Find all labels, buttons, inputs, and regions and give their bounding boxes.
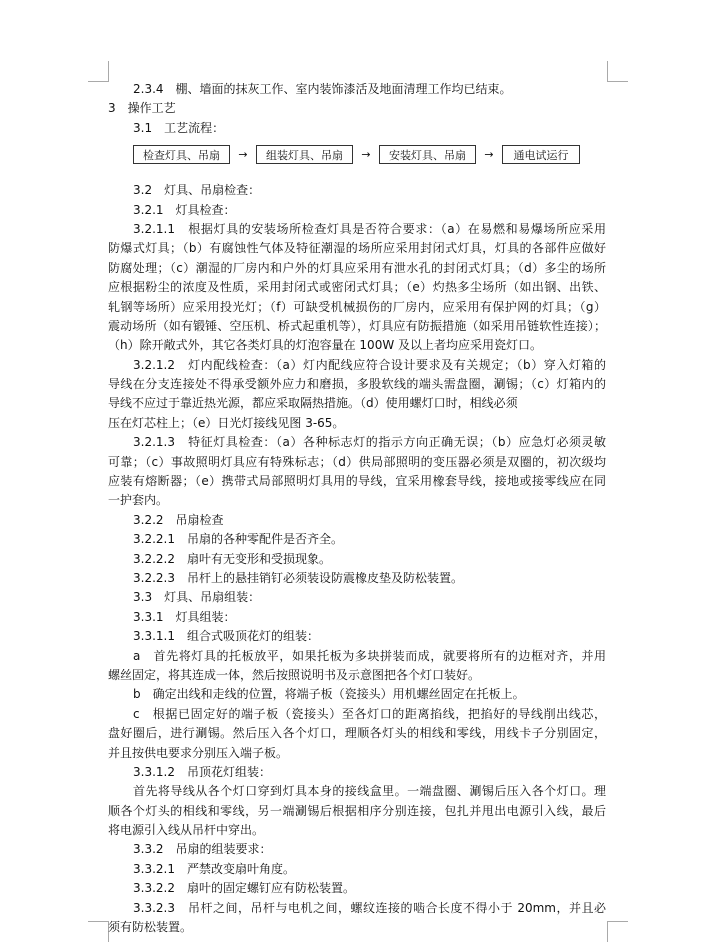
section-heading: 3 操作工艺 — [108, 101, 176, 116]
text-line: 震动场所（如有锻锤、空压机、桥式起重机等），灯具应有防振措施（如采用吊链软性连接）； — [108, 318, 606, 333]
text-line: 螺丝固定，将其连成一体，然后按照说明书及示意图把各个灯口装好。 — [108, 667, 481, 682]
subsection-heading: 3.2 灯具、吊扇检查： — [133, 183, 261, 198]
text-line: 应根据粉尘的浓度及性质，采用封闭式或密闭式灯具；（e）灼热多尘场所（如出钢、出铁、 — [108, 280, 606, 295]
text-line: 3.2.1.1 根据灯具的安装场所检查灯具是否符合要求：（a）在易燃和易爆场所应采用 — [133, 221, 606, 236]
text-line: 顺各个灯头的相线和零线，另一端涮锡后根据相序分别连接，包扎并甩出电源引入线，最后 — [108, 803, 606, 818]
text-line: a 首先将灯具的托板放平，如果托板为多块拼装而成，就要将所有的边框对齐，并用 — [133, 648, 606, 663]
subsection-heading: 3.3 灯具、吊扇组装： — [133, 590, 261, 605]
text-line: 导线在分支连接处不得承受额外应力和磨损，多股软线的端头需盘圈，涮锡；（c）灯箱内的 — [108, 377, 606, 392]
document-page — [108, 80, 606, 937]
crop-mark-top-right — [607, 61, 628, 82]
flow-step-test-run: 通电试运行 — [502, 145, 580, 164]
text-line: 导线不应过于靠近热光源，都应采取隔热措施。（d）使用螺灯口时，相线必须 — [108, 396, 518, 411]
text-line: 轧钢等场所）应采用投光灯；（f）可缺受机械损伤的厂房内，应采用有保护网的灯具；（g） — [108, 299, 606, 314]
flow-arrow: → — [361, 147, 371, 161]
text-line: （h）除开敞式外，其它各类灯具的灯泡容量在 100W 及以上者均应采用瓷灯口。 — [108, 338, 543, 353]
crop-mark-top-left — [88, 61, 109, 82]
subsection-heading: 3.2.2 吊扇检查 — [133, 512, 224, 527]
text-line: 应装有熔断器；（e）携带式局部照明灯具用的导线，宜采用橡套导线，接地或接零线应在同 — [108, 474, 606, 489]
text-line: 压在灯芯柱上；（e）日光灯接线见图 3-65。 — [108, 415, 345, 430]
flow-step-install: 安装灯具、吊扇 — [379, 145, 476, 164]
text-line: 盘好圈后，进行涮锡。然后压入各个灯口，理顺各灯头的相线和零线，用线卡子分别固定， — [108, 726, 606, 741]
text-line: 2.3.4 棚、墙面的抹灰工作、室内装饰漆活及地面清理工作均已结束。 — [133, 82, 512, 96]
text-line: 防爆式灯具；（b）有腐蚀性气体及特征潮湿的场所应采用封闭式灯具，灯具的各部件应做好 — [108, 241, 606, 256]
text-line: c 根据已固定好的端子板（瓷接头）至各灯口的距离掐线，把掐好的导线削出线芯， — [133, 706, 606, 721]
text-line: 3.3.1.1 组合式吸顶花灯的组装： — [133, 629, 319, 644]
text-line: 3.2.2.1 吊扇的各种零配件是否齐全。 — [133, 532, 343, 547]
text-line: 将电源引入线从吊杆中穿出。 — [108, 823, 265, 838]
crop-mark-bottom-right — [607, 921, 628, 942]
subsection-heading: 3.3.1 灯具组装： — [133, 609, 236, 624]
crop-mark-bottom-left — [88, 921, 109, 942]
subsection-heading: 3.2.1 灯具检查： — [133, 202, 236, 217]
text-line: 3.2.2.2 扇叶有无变形和受损现象。 — [133, 551, 331, 566]
subsection-heading: 3.3.1.2 吊顶花灯组装： — [133, 764, 271, 779]
text-line: 首先将导线从各个灯口穿到灯具本身的接线盒里。一端盘圈、涮锡后压入各个灯口。理 — [133, 784, 606, 799]
text-line: 3.2.1.3 特征灯具检查：（a）各种标志灯的指示方向正确无误；（b）应急灯必须灵敏 — [133, 435, 606, 450]
text-line: 并且按供电要求分别压入端子板。 — [108, 745, 289, 760]
text-line: 须有防松装置。 — [108, 920, 193, 935]
text-line: 3.2.1.2 灯内配线检查：（a）灯内配线应符合设计要求及有关规定；（b）穿入灯箱的 — [133, 357, 606, 372]
process-flowchart — [108, 142, 606, 166]
flow-step-inspect: 检查灯具、吊扇 — [133, 145, 230, 164]
text-line: b 确定出线和走线的位置，将端子板（瓷接头）用机螺丝固定在托板上。 — [133, 687, 525, 702]
text-line: 3.3.2.3 吊杆之间，吊杆与电机之间，螺纹连接的啮合长度不得小于 20mm，并且必 — [133, 900, 606, 915]
subsection-heading: 3.3.2 吊扇的组装要求： — [133, 842, 272, 857]
text-line: 防腐处理；（c）潮湿的厂房内和户外的灯具应采用有泄水孔的封闭式灯具；（d）多尘的场所 — [108, 260, 606, 275]
flow-step-assemble: 组装灯具、吊扇 — [256, 145, 353, 164]
text-line: 可靠；（c）事故照明灯具应有特殊标志；（d）供局部照明的变压器必须是双圈的，初次级均 — [108, 454, 606, 469]
text-line: 3.2.2.3 吊杆上的悬挂销钉必须装设防震橡皮垫及防松装置。 — [133, 570, 463, 585]
flow-arrow: → — [238, 147, 248, 161]
text-line: 一护套内。 — [108, 493, 169, 508]
flow-arrow: → — [484, 147, 494, 161]
text-line: 3.3.2.2 扇叶的固定螺钉应有防松装置。 — [133, 881, 355, 896]
subsection-heading: 3.1 工艺流程： — [133, 120, 225, 135]
text-line: 3.3.2.1 严禁改变扇叶角度。 — [133, 861, 295, 876]
